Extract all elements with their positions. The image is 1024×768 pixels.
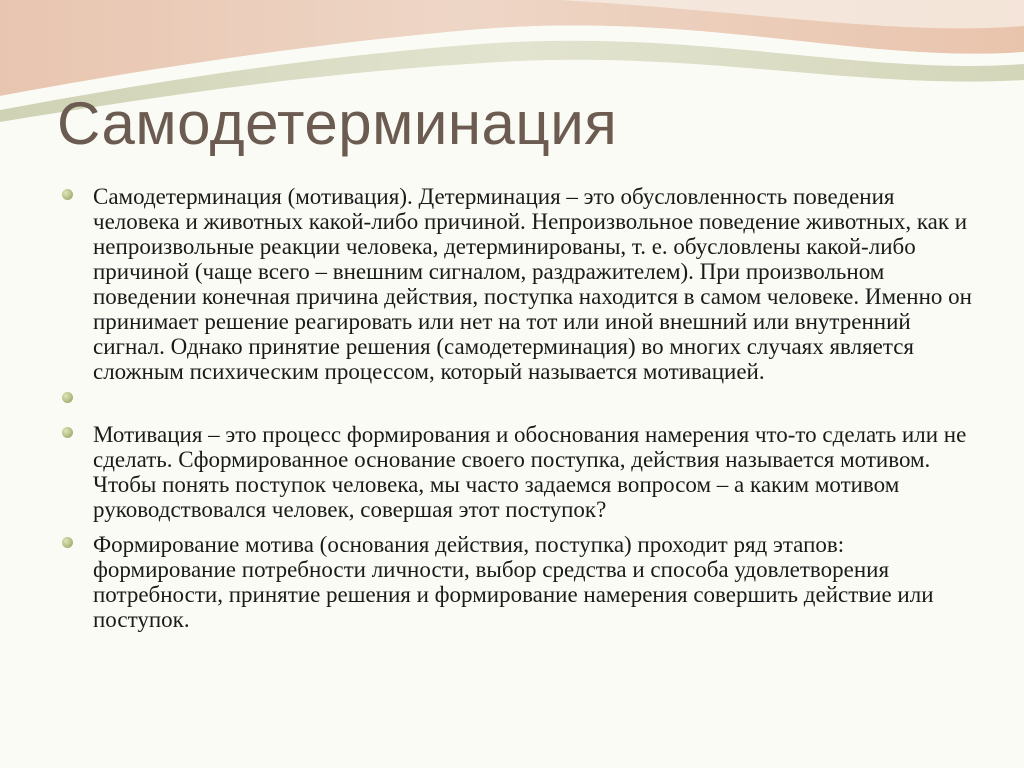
bullet-dot-icon <box>62 427 73 438</box>
bullet-item-motive-formation <box>62 532 982 632</box>
slide-title: Самодетерминация <box>57 90 618 157</box>
bullet-dot-icon <box>62 537 73 548</box>
bullet-dot-icon <box>62 189 73 200</box>
bullet-text: Формирование мотива (основания действия, поступка) проходит ряд этапов: формирование потребности личности, выбор средства и способа удовлетворения потребности, принятие решения и формирование намерения совершить действие или поступок. <box>93 532 934 632</box>
bullet-text: Мотивация – это процесс формирования и обоснования намерения что-то сделать или не сделать. Сформированное основание своего поступка, действия называется мотивом. Чтобы понять поступок человека, мы часто задаемся вопросом – а каким мотивом руководствовался человек, совершая этот поступок? <box>93 422 967 522</box>
bullet-list <box>62 184 982 632</box>
bullet-item-motivation <box>62 422 982 522</box>
bullet-item-determination <box>62 184 982 384</box>
bullet-item-empty <box>62 387 982 412</box>
bullet-text: Самодетерминация (мотивация). Детерминация – это обусловленность поведения человека и животных какой-либо причиной. Непроизвольное поведение животных, как и непроизвольные реакции человека, детерминированы, т. е. обусловлены какой-либо причиной (чаще всего – внешним сигналом, раздражителем). При произвольном поведении конечная причина действия, поступка находится в самом человеке. Именно он принимает решение реагировать или нет на тот или иной внешний или внутренний сигнал. Однако принятие решения (самодетерминация) во многих случаях является сложным психическим процессом, который называется мотивацией. <box>93 184 972 384</box>
bullet-dot-icon <box>62 392 73 403</box>
